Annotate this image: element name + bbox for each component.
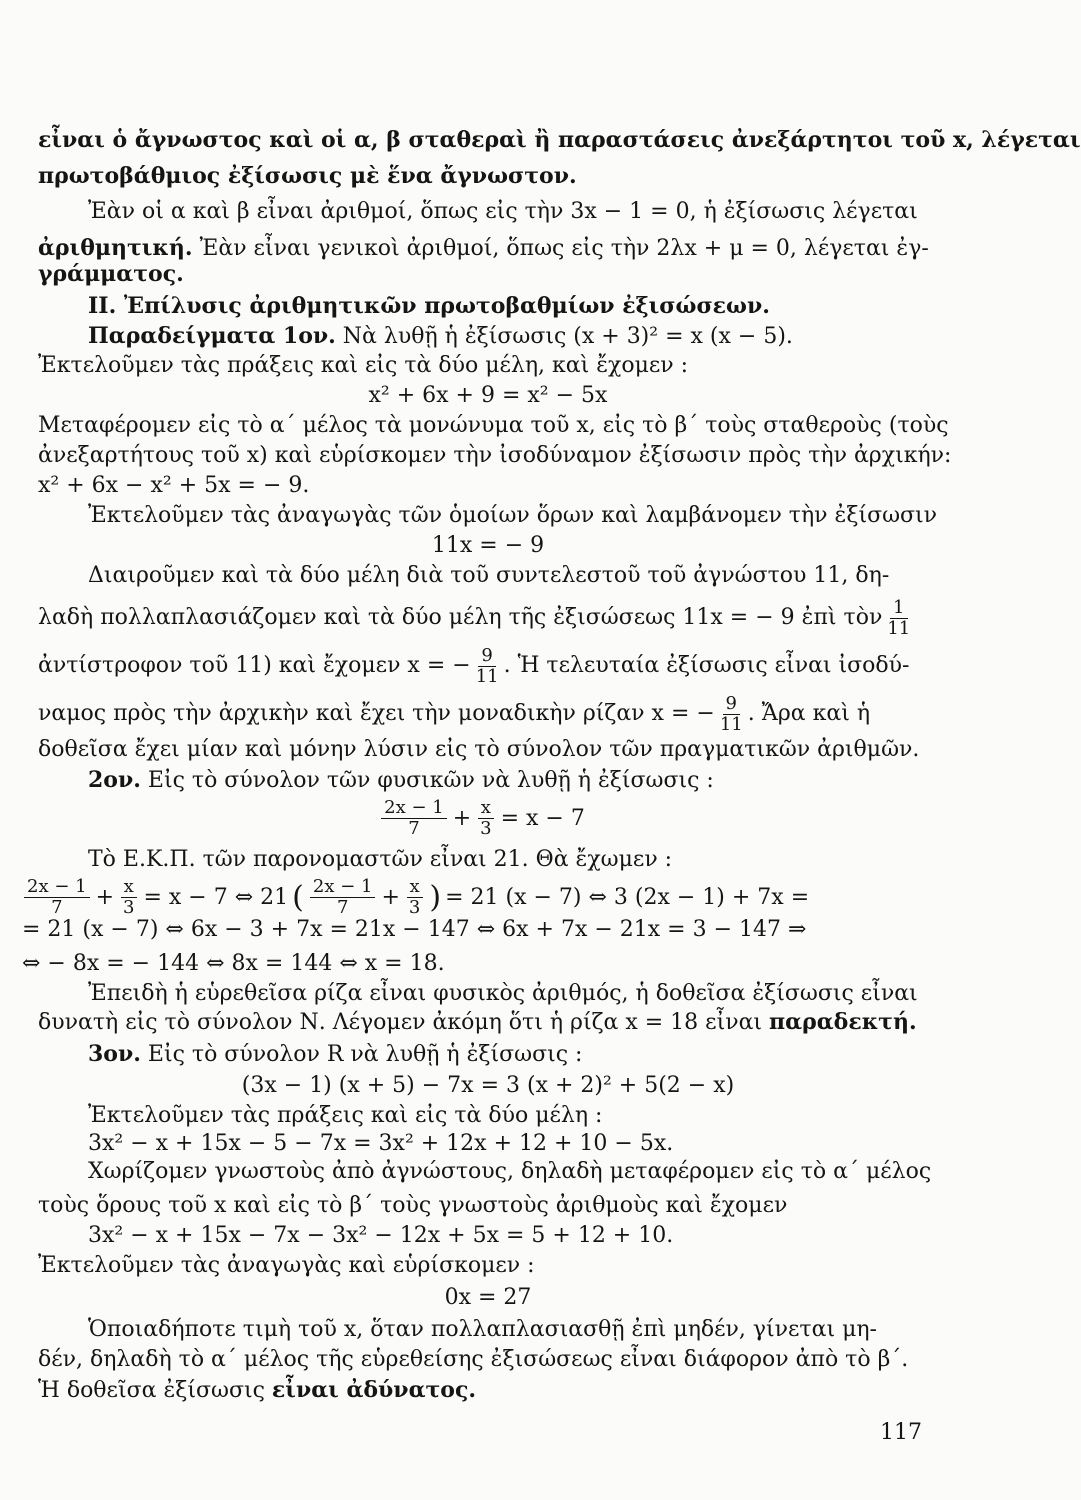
- equation: 3x² − x + 15x − 5 − 7x = 3x² + 12x + 12 + 10 − 5x.: [88, 1131, 674, 1156]
- text-line: Ἐκτελοῦμεν τὰς ἀναγωγὰς τῶν ὁμοίων ὅρων καὶ λαμβάνομεν τὴν ἐξίσωσιν: [88, 503, 938, 528]
- text-line: Διαιροῦμεν καὶ τὰ δύο μέλη διὰ τοῦ συντελεστοῦ τοῦ ἀγνώστου 11, δη-: [88, 563, 890, 588]
- fraction: $\frac{2x - 1}{7}$: [24, 877, 90, 918]
- text-line: Ἡ δοθεῖσα ἐξίσωσις εἶναι ἀδύνατος.: [38, 1377, 477, 1403]
- text-line: Μεταφέρομεν εἰς τὸ α΄ μέλος τὰ μονώνυμα τοῦ x, εἰς τὸ β΄ τοὺς σταθεροὺς (τοὺς: [38, 413, 949, 438]
- fraction-nine-elevenths: $\frac{9}{11}$: [475, 644, 499, 687]
- text-line: Ἐκτελοῦμεν τὰς πράξεις καὶ εἰς τὰ δύο μέλη, καὶ ἔχομεν :: [38, 353, 689, 378]
- equation: 3x² − x + 15x − 7x − 3x² − 12x + 5x = 5 + 12 + 10.: [88, 1223, 674, 1248]
- fraction: $\frac{2x - 1}{7}$: [381, 798, 447, 839]
- text-line: ἀνεξαρτήτους τοῦ x) καὶ εὑρίσκομεν τὴν ἰσοδύναμον ἐξίσωσιν πρὸς τὴν ἀρχικήν:: [38, 443, 952, 468]
- text-line: Ἐκτελοῦμεν τὰς ἀναγωγὰς καὶ εὑρίσκομεν :: [38, 1253, 535, 1278]
- text-line: ναμος πρὸς τὴν ἀρχικὴν καὶ ἔχει τὴν μοναδικὴν ρίζαν x = − $\frac{9}{11}$ . Ἄρα καὶ ἡ: [38, 692, 871, 735]
- equation: 11x = − 9: [431, 533, 545, 558]
- text-line: Ἐκτελοῦμεν τὰς πράξεις καὶ εἰς τὰ δύο μέλη :: [88, 1103, 603, 1128]
- text-line: x² + 6x − x² + 5x = − 9.: [38, 473, 310, 498]
- text-line: Τὸ Ε.Κ.Π. τῶν παρονομαστῶν εἶναι 21. Θὰ ἔχωμεν :: [88, 847, 673, 872]
- text-line: πρωτοβάθμιος ἐξίσωσις μὲ ἕνα ἄγνωστον.: [38, 163, 577, 189]
- equation: (3x − 1) (x + 5) − 7x = 3 (x + 2)² + 5(2 − x): [241, 1073, 735, 1098]
- text-line: Παραδείγματα 1ον. Νὰ λυθῇ ἡ ἐξίσωσις (x + 3)² = x (x − 5).: [88, 323, 793, 349]
- equation-fraction: $\frac{2x - 1}{7}$ + $\frac{x}{3}$ = x − 7: [22, 794, 942, 842]
- text-line: Χωρίζομεν γνωστοὺς ἀπὸ ἀγνώστους, δηλαδὴ μεταφέρομεν εἰς τὸ α΄ μέλος: [88, 1159, 932, 1184]
- text-line: 2ον. Εἰς τὸ σύνολον τῶν φυσικῶν νὰ λυθῇ ἡ ἐξίσωσις :: [88, 767, 714, 793]
- page-number: 117: [880, 1420, 922, 1445]
- text-line: γράμματος.: [38, 261, 184, 287]
- section-heading: ΙΙ. Ἐπίλυσις ἀριθμητικῶν πρωτοβαθμίων ἐξισώσεων.: [88, 293, 770, 319]
- text-line: Ὁποιαδήποτε τιμὴ τοῦ x, ὅταν πολλαπλασιασθῇ ἐπὶ μηδέν, γίνεται μη-: [88, 1317, 877, 1342]
- equation-fraction: $\frac{2x - 1}{7}$ + $\frac{x}{3}$ = x − 7 ⇔ 21 ( $\frac{2x - 1}{7}$ + $\frac{x}{3}$ ) = 21 (x − 7) ⇔ 3 (2x − 1) + 7x =: [22, 872, 942, 922]
- text-line: τοὺς ὅρους τοῦ x καὶ εἰς τὸ β΄ τοὺς γνωστοὺς ἀριθμοὺς καὶ ἔχομεν: [38, 1193, 788, 1218]
- text-line: δυνατὴ εἰς τὸ σύνολον Ν. Λέγομεν ἀκόμη ὅτι ἡ ρίζα x = 18 εἶναι παραδεκτή.: [38, 1009, 917, 1035]
- fraction: $\frac{x}{3}$: [120, 877, 137, 918]
- text-line: ἀντίστροφον τοῦ 11) καὶ ἔχομεν x = − $\frac{9}{11}$ . Ἡ τελευταία ἐξίσωσις εἶναι ἰσοδύ-: [38, 644, 910, 687]
- fraction-one-eleventh: $\frac{1}{11}$: [887, 596, 911, 639]
- equation: ⇔ − 8x = − 144 ⇔ 8x = 144 ⇔ x = 18.: [22, 951, 445, 976]
- text-line: λαδὴ πολλαπλασιάζομεν καὶ τὰ δύο μέλη τῆς ἐξισώσεως 11x = − 9 ἐπὶ τὸν $\frac{1}{11}$: [38, 596, 938, 640]
- fraction-nine-elevenths: $\frac{9}{11}$: [719, 692, 743, 735]
- text-line: δέν, δηλαδὴ τὸ α΄ μέλος τῆς εὑρεθείσης ἐξισώσεως εἶναι διάφορον ἀπὸ τὸ β΄.: [38, 1347, 909, 1372]
- text-line: δοθεῖσα ἔχει μίαν καὶ μόνην λύσιν εἰς τὸ σύνολον τῶν πραγματικῶν ἀριθμῶν.: [38, 737, 920, 762]
- fraction: $\frac{x}{3}$: [406, 877, 423, 918]
- fraction: $\frac{x}{3}$: [477, 798, 494, 839]
- text-line: εἶναι ὁ ἄγνωστος καὶ οἱ α, β σταθεραὶ ἢ παραστάσεις ἀνεξάρτητοι τοῦ x, λέγεται: [38, 127, 1081, 153]
- equation: = 21 (x − 7) ⇔ 6x − 3 + 7x = 21x − 147 ⇔ 6x + 7x − 21x = 3 − 147 ⇒: [22, 917, 807, 942]
- equation: x² + 6x + 9 = x² − 5x: [368, 383, 608, 408]
- fraction: $\frac{2x - 1}{7}$: [310, 877, 376, 918]
- text-line: Ἐπειδὴ ἡ εὑρεθεῖσα ρίζα εἶναι φυσικὸς ἀριθμός, ἡ δοθεῖσα ἐξίσωσις εἶναι: [88, 981, 918, 1006]
- text-line: 3ον. Εἰς τὸ σύνολον R νὰ λυθῇ ἡ ἐξίσωσις :: [88, 1041, 583, 1067]
- text-line: Ἐὰν οἱ α καὶ β εἶναι ἀριθμοί, ὅπως εἰς τὴν 3x − 1 = 0, ἡ ἐξίσωσις λέγεται: [88, 199, 918, 224]
- text-line: ἀριθμητική. Ἐὰν εἶναι γενικοὶ ἀριθμοί, ὅπως εἰς τὴν 2λx + μ = 0, λέγεται ἐγ-: [38, 235, 929, 261]
- equation: 0x = 27: [444, 1285, 532, 1310]
